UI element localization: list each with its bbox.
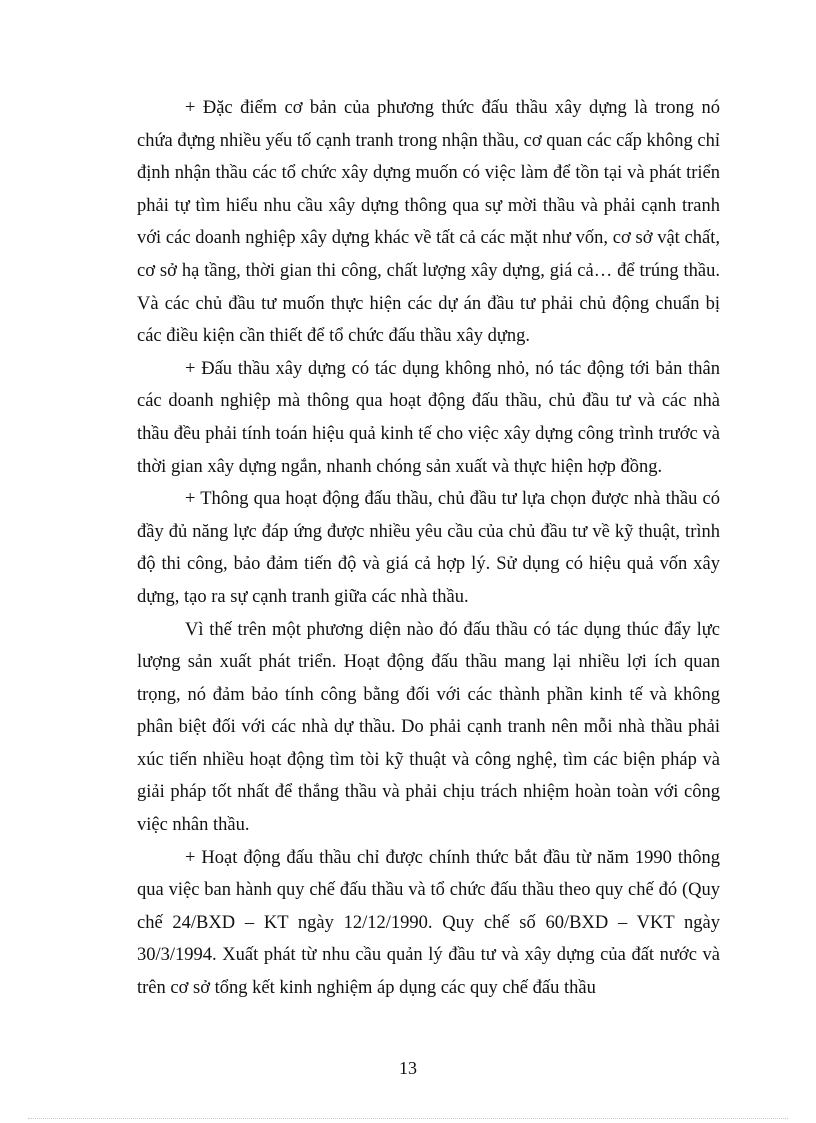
page-number: 13 — [399, 1058, 417, 1078]
paragraph-production-development: Vì thế trên một phương diện nào đó đấu thầu có tác dụng thúc đẩy lực lượng sản xuất phát triển. Hoạt động đấu thầu mang lại nhiều lợi ích quan trọng, nó đảm bảo tính công bằng đối với các thành phần kinh tế và không phân biệt đối với các nhà dự thầu. Do phải cạnh tranh nên mỗi nhà thầu phải xúc tiến nhiều hoạt động tìm tòi kỹ thuật và công nghệ, tìm các biện pháp và giải pháp tốt nhất để thắng thầu và phải chịu trách nhiệm hoàn toàn với công việc nhân thầu. — [137, 619, 720, 836]
paragraph-basic-features: + Đặc điểm cơ bản của phương thức đấu thầu xây dựng là trong nó chứa đựng nhiều yếu tố cạnh tranh trong nhận thầu, cơ quan các cấp không chỉ định nhận thầu các tổ chức xây dựng muốn có việc làm để tồn tại và phát triển phải tự tìm hiểu nhu cầu xây dựng thông qua sự mời thầu và phải cạnh tranh với các doanh nghiệp xây dựng khác về tất cả các mặt như vốn, cơ sở vật chất, cơ sở hạ tầng, thời gian thi công, chất lượng xây dựng, giá cả… để trúng thầu. Và các chủ đầu tư muốn thực hiện các dự án đầu tư phải chủ động chuẩn bị các điều kiện cần thiết để tổ chức đấu thầu xây dựng. — [137, 98, 720, 347]
paragraph-bidding-history: + Hoạt động đấu thầu chỉ được chính thức bắt đầu từ năm 1990 thông qua việc ban hành quy chế đấu thầu và tổ chức đấu thầu theo quy chế đó (Quy chế 24/BXD – KT ngày 12/12/1990. Quy chế số 60/BXD – VKT ngày 30/3/1994. Xuất phát từ nhu cầu quản lý đầu tư và xây dựng của đất nước và trên cơ sở tổng kết kinh nghiệm áp dụng các quy chế đấu thầu — [137, 847, 720, 999]
footer-divider — [28, 1118, 788, 1119]
paragraph-contractor-selection: + Thông qua hoạt động đấu thầu, chủ đầu tư lựa chọn được nhà thầu có đầy đủ năng lực đáp ứng được nhiều yêu cầu của chủ đầu tư về kỹ thuật, trình độ thi công, bảo đảm tiến độ và giá cả hợp lý. Sử dụng có hiệu quả vốn xây dựng, tạo ra sự cạnh tranh giữa các nhà thầu. — [137, 489, 720, 607]
document-body — [137, 92, 720, 1005]
paragraph-bidding-effects: + Đấu thầu xây dựng có tác dụng không nhỏ, nó tác động tới bản thân các doanh nghiệp mà thông qua hoạt động đấu thầu, chủ đầu tư và các nhà thầu đều phải tính toán hiệu quả kinh tế cho việc xây dựng công trình trước và thời gian xây dựng ngắn, nhanh chóng sản xuất và thực hiện hợp đồng. — [137, 358, 720, 477]
